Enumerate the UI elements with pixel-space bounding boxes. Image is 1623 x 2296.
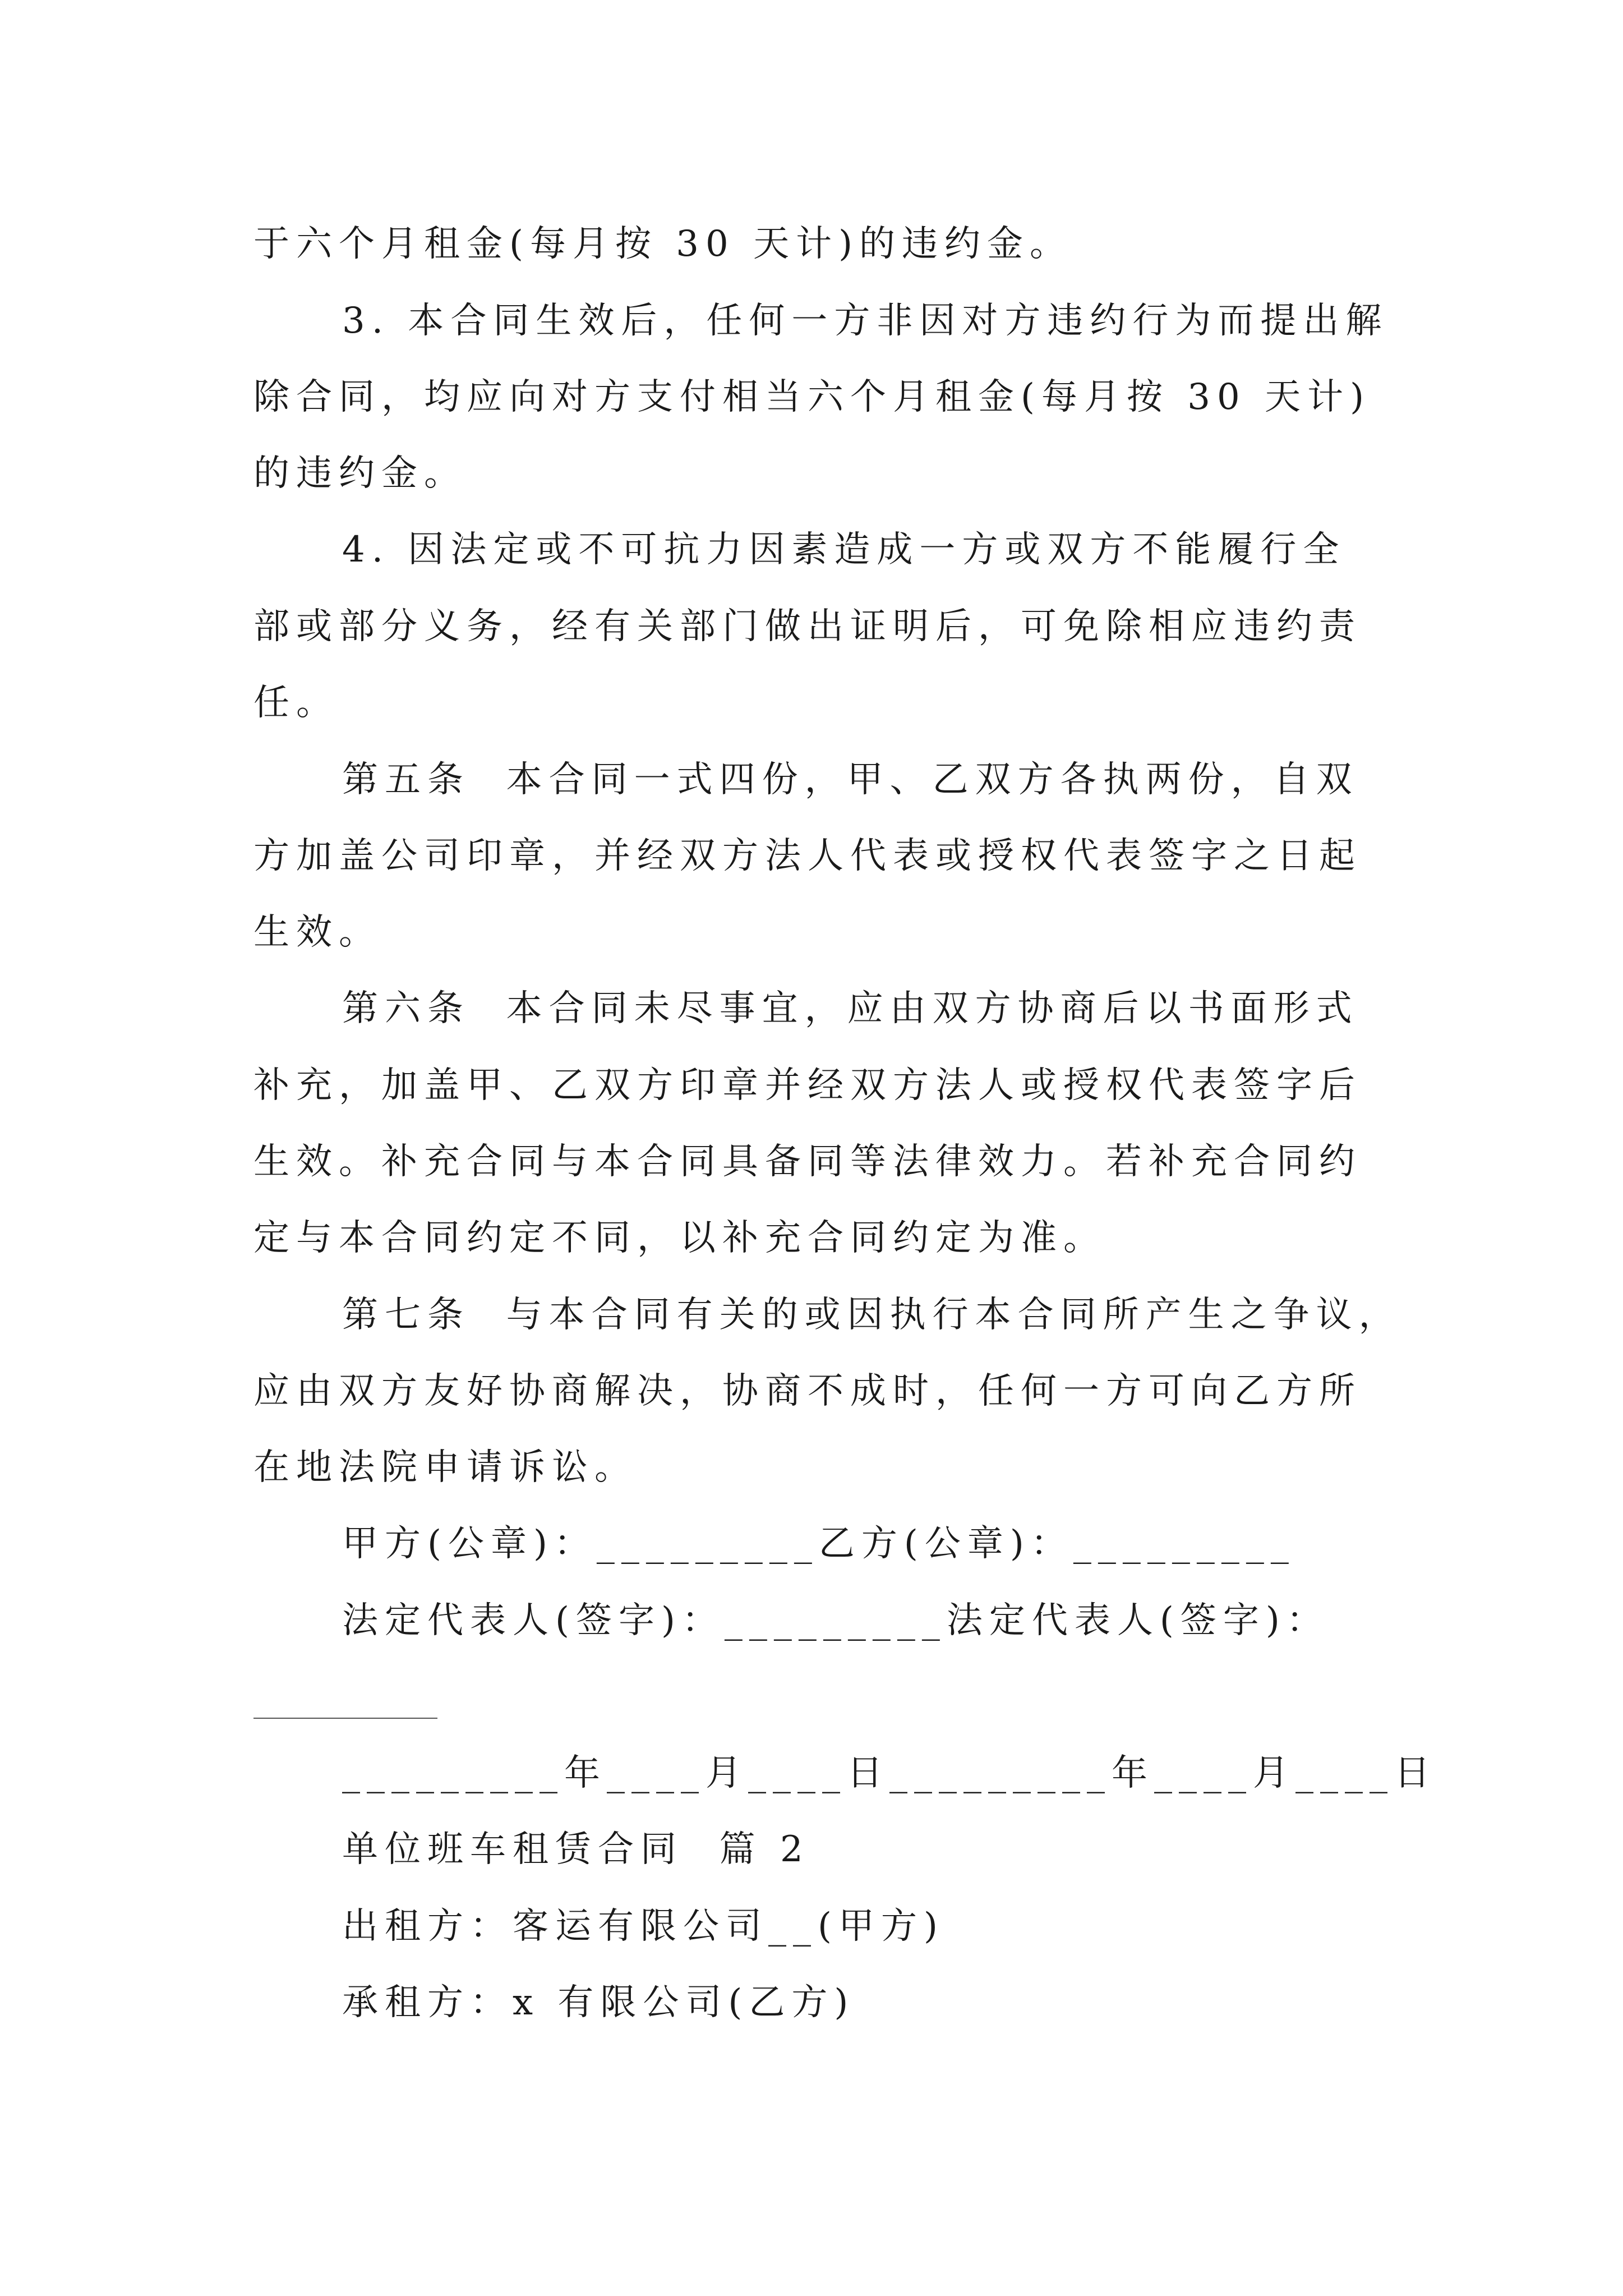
- text-line: 部或部分义务，经有关部门做出证明后，可免除相应违约责: [253, 606, 1362, 647]
- signature-underline: [253, 1718, 437, 1719]
- article-5-line: 第五条 本合同一式四份，甲、乙双方各执两份，自双: [342, 759, 1359, 800]
- text-line: 方加盖公司印章，并经双方法人代表或授权代表签字之日起: [253, 835, 1362, 877]
- text-line: 应由双方友好协商解决，协商不成时，任何一方可向乙方所: [253, 1370, 1362, 1412]
- text-line: 除合同，均应向对方支付相当六个月租金(每月按 30 天计): [253, 376, 1371, 418]
- legal-rep-line: 法定代表人(签字)：_________法定代表人(签字)：: [342, 1600, 1329, 1641]
- lessee-line: 承租方：x 有限公司(乙方): [342, 1982, 855, 2023]
- text-line: 任。: [253, 682, 339, 724]
- date-line: _________年____月____日_________年____月____日: [342, 1752, 1437, 1794]
- party-seal-line: 甲方(公章)：_________乙方(公章)：_________: [342, 1523, 1295, 1565]
- article-6-line: 第六条 本合同未尽事宜，应由双方协商后以书面形式: [342, 988, 1359, 1029]
- text-line: 补充，加盖甲、乙双方印章并经双方法人或授权代表签字后: [253, 1065, 1362, 1106]
- text-line: 定与本合同约定不同，以补充合同约定为准。: [253, 1217, 1106, 1259]
- text-line: 生效。补充合同与本合同具备同等法律效力。若补充合同约: [253, 1141, 1362, 1182]
- text-line: 的违约金。: [253, 453, 467, 494]
- clause-3-line: 3. 本合同生效后，任何一方非因对方违约行为而提出解: [342, 300, 1389, 342]
- lessor-line: 出租方：客运有限公司__(甲方): [342, 1906, 944, 1947]
- clause-4-line: 4. 因法定或不可抗力因素造成一方或双方不能履行全: [342, 529, 1346, 570]
- text-line: 生效。: [253, 912, 381, 953]
- text-line: 在地法院申请诉讼。: [253, 1447, 637, 1488]
- text-line: 于六个月租金(每月按 30 天计)的违约金。: [253, 223, 1073, 265]
- section-heading: 单位班车租赁合同 篇 2: [342, 1829, 810, 1870]
- article-7-line: 第七条 与本合同有关的或因执行本合同所产生之争议，: [342, 1294, 1401, 1336]
